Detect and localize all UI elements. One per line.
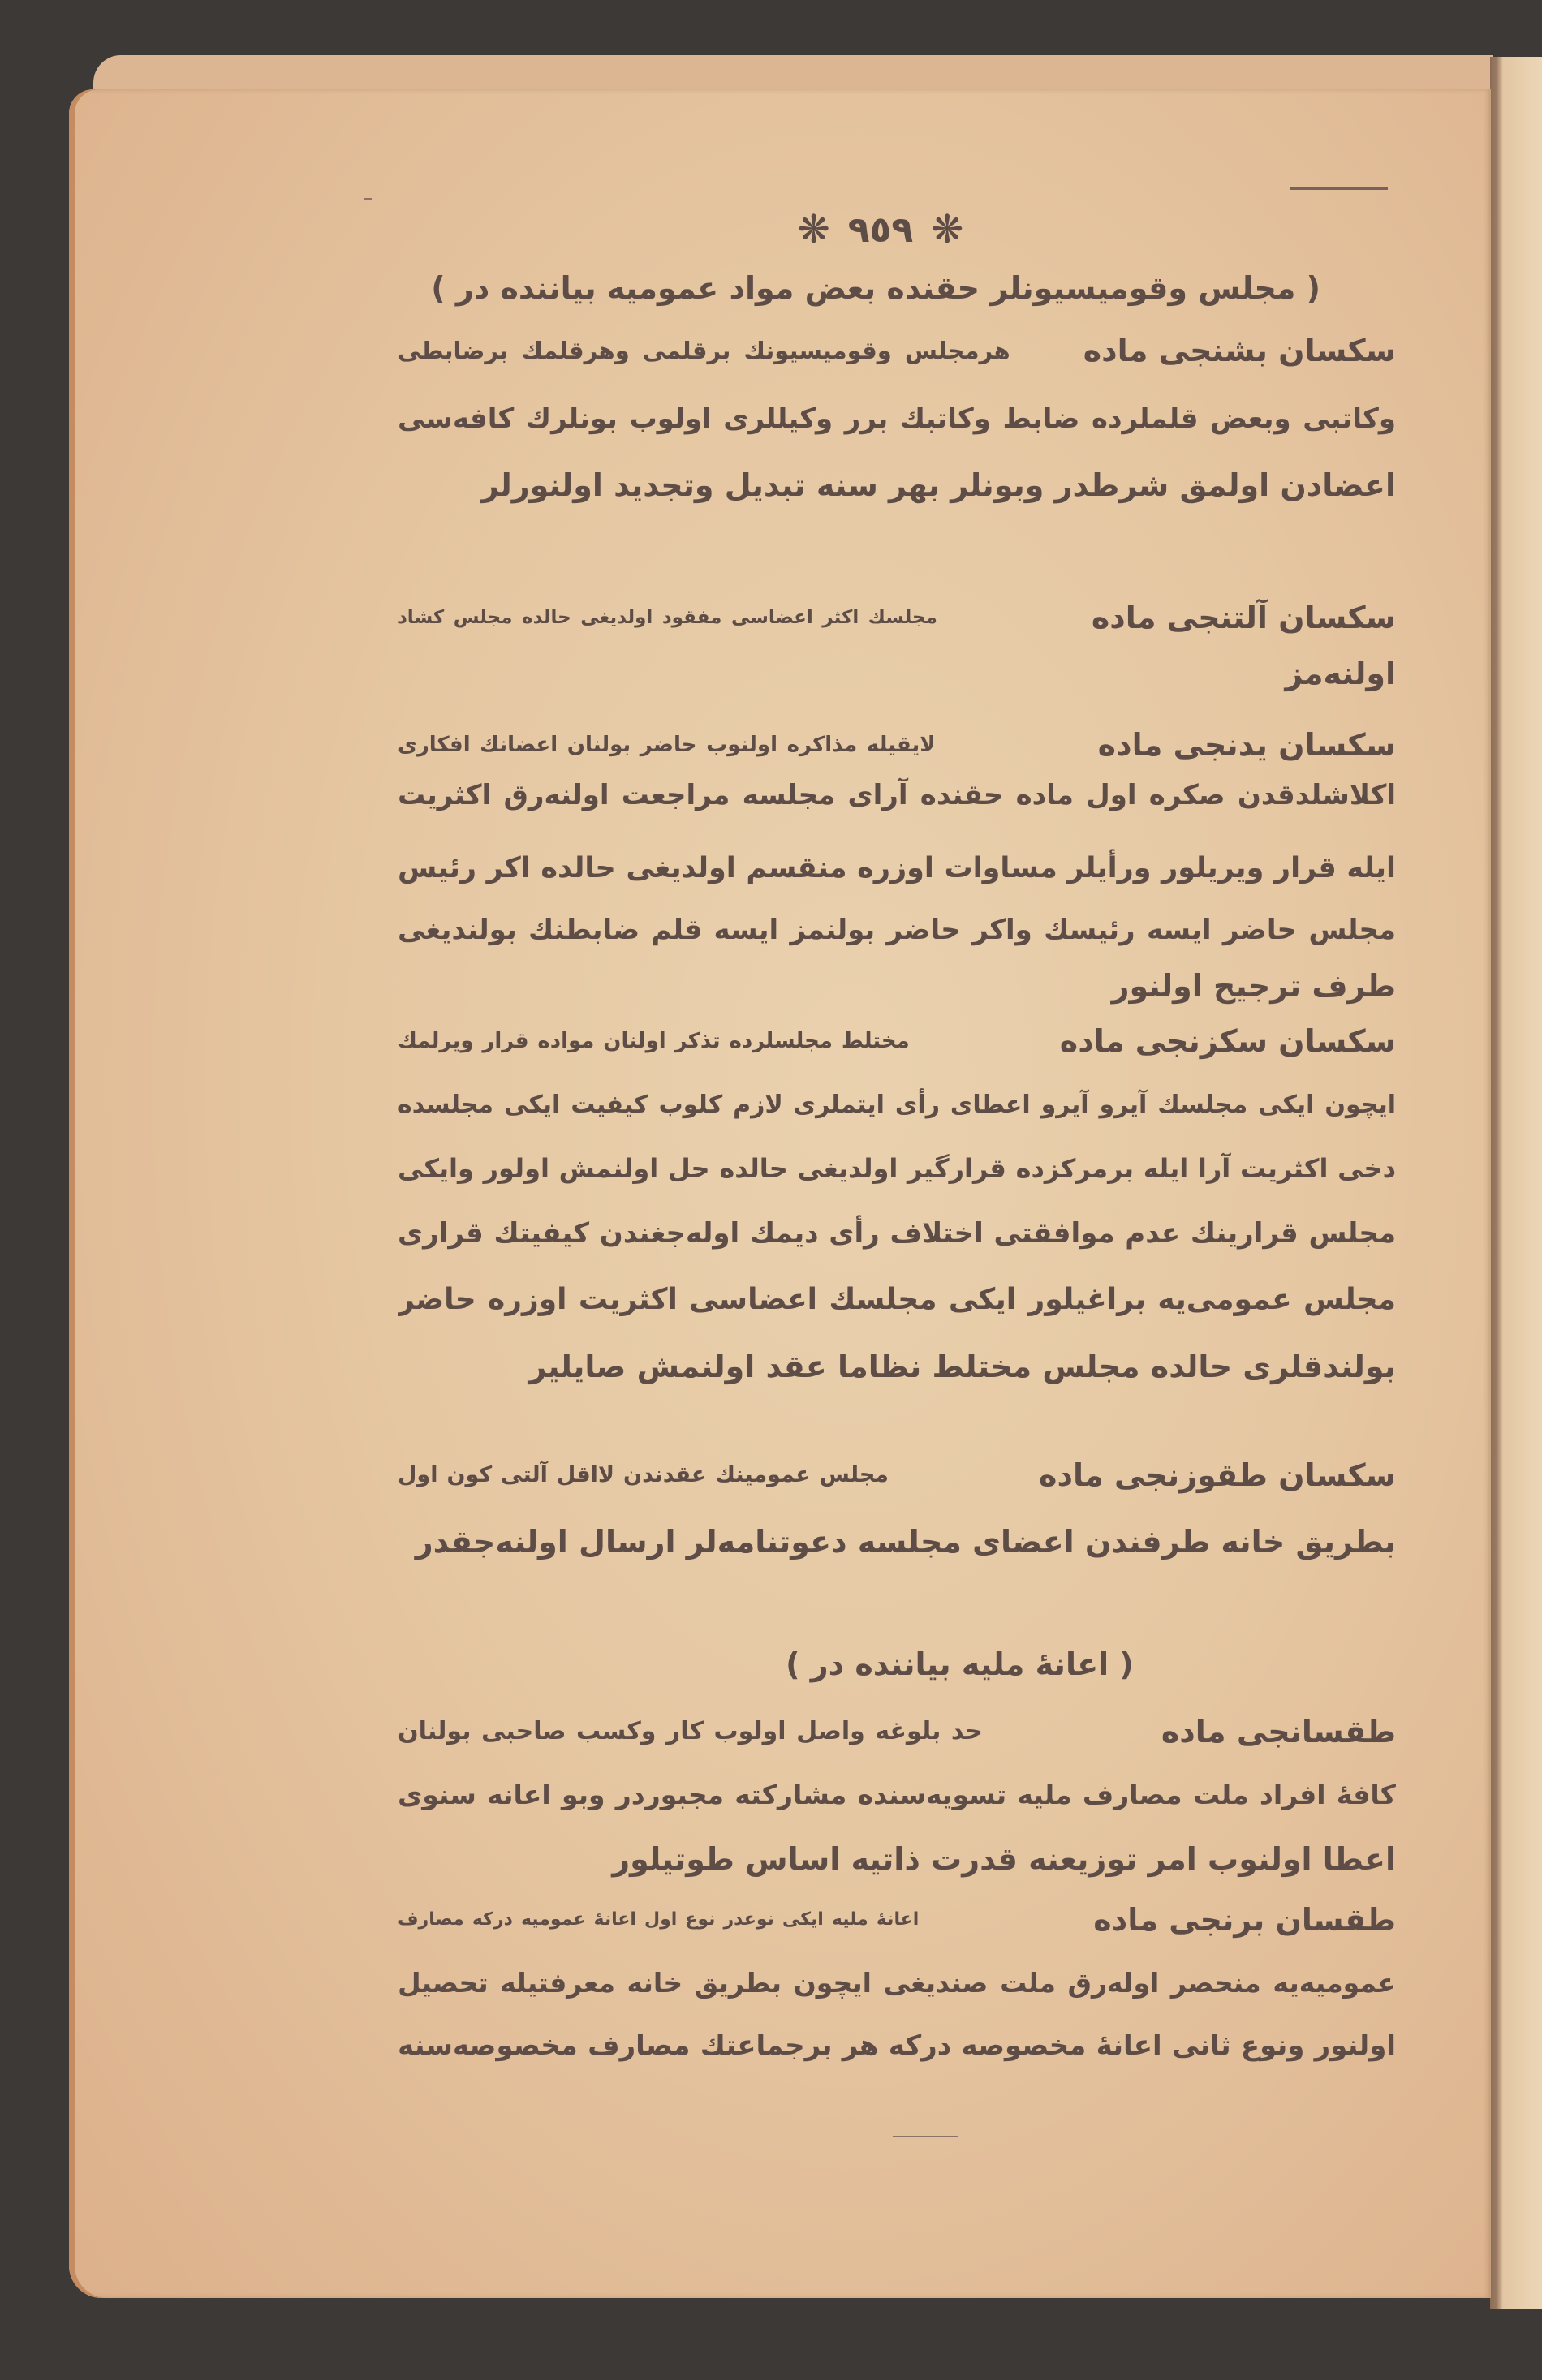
article-text-line: لایقیله مذاکره اولنوب حاضر بولنان اعضانك افکاری [398, 733, 936, 757]
article-text-line: مجلس عمومی‌یه براغیلور ایکی مجلسك اعضاسی اکثریت اوزره حاضر [398, 1283, 1396, 1316]
article-text-line: اولنور ونوع ثانی اعانهٔ مخصوصه درکه هر برجماعتك مصارف مخصوصه‌سنه [398, 2029, 1396, 2062]
article-text-line: مجلسك اکثر اعضاسی مفقود اولدیغی حالده مجلس کشاد [398, 607, 937, 628]
article-text-line: اکلاشلدقدن صکره اول ماده حقنده آرای مجلسه مراجعت اولنه‌رق اکثریت [398, 779, 1396, 811]
article-85 [398, 318, 1396, 383]
article-label: سکسان آلتنجی ماده [1091, 600, 1396, 635]
article-text-line: بولندقلری حالده مجلس مختلط نظاما عقد اولنمش صایلیر [528, 1349, 1396, 1384]
article-label: سکسان سکزنجی ماده [1059, 1023, 1396, 1059]
article-text-line: کافهٔ افراد ملت مصارف ملیه تسویه‌سنده مشارکته مجبوردر وبو اعانه سنوی [398, 1779, 1396, 1810]
article-89 [398, 1443, 1396, 1508]
article-86 [398, 585, 1396, 650]
article-91 [398, 1887, 1396, 1952]
article-88 [398, 1009, 1396, 1074]
article-text-line: مجلس عمومینك عقدندن لااقل آلتی کون اول [398, 1462, 889, 1487]
article-text-line: دخی اکثریت آرا ایله برمرکزده قرارگیر اولدیغی حالده حل اولنمش اولور وایکی [398, 1153, 1396, 1184]
article-text-line: مختلط مجلسلرده تذکر اولنان مواده قرار ویرلمك [398, 1029, 910, 1053]
article-text-line: مجلس قرارینك عدم موافقتی اختلاف رأی دیمك اوله‌جغندن کیفیتك قراری [398, 1217, 1396, 1250]
bottom-dash [893, 2136, 958, 2137]
article-text-line: مجلس حاضر ایسه رئیسك واکر حاضر بولنمز ایسه قلم ضابطنك بولندیغی [398, 914, 1396, 946]
article-text-line: بطریق خانه طرفندن اعضای مجلسه دعوتنامه‌لر ارسال اولنه‌جقدر [415, 1524, 1396, 1560]
top-right-rule [1290, 187, 1388, 190]
page-number: ٩٥٩ [847, 209, 914, 251]
star-crescent-ornament-right-icon: ❋ [931, 207, 964, 252]
article-text-line: اولنه‌مز [1285, 656, 1396, 691]
star-crescent-ornament-left-icon: ❋ [797, 207, 830, 252]
article-text-line: عمومیه‌یه منحصر اوله‌رق ملت صندیغی ایچون بطریق خانه معرفتیله تحصیل [398, 1967, 1396, 1999]
article-label: طقسانجی ماده [1161, 1714, 1396, 1749]
article-text-line: ایله قرار ویریلور ورأیلر مساوات اوزره منقسم اولدیغی حالده اکر رئیس [398, 852, 1396, 884]
article-text-line: هرمجلس وقومیسیونك برقلمی وهرقلمك برضابطی [398, 337, 1010, 364]
article-text-line: طرف ترجیح اولنور [1111, 968, 1396, 1004]
article-text-line: اعطا اولنوب امر توزیعنه قدرت ذاتیه اساس طوتیلور [612, 1841, 1396, 1877]
ink-speck [364, 198, 372, 200]
article-label: سکسان بشنجی ماده [1083, 333, 1396, 368]
article-text-line: حد بلوغه واصل اولوب کار وکسب صاحبی بولنان [398, 1717, 983, 1745]
article-text-line: ایچون ایکی مجلسك آیرو آیرو اعطای رأی ایتملری لازم کلوب کیفیت ایکی مجلسده [398, 1091, 1396, 1119]
article-label: سکسان طقوزنجی ماده [1039, 1457, 1396, 1493]
facing-page-edge [1490, 57, 1542, 2309]
article-label: سکسان یدنجی ماده [1097, 727, 1396, 763]
page-number-header [779, 203, 982, 256]
article-90 [398, 1699, 1396, 1764]
section-heading: ( مجلس وقومیسیونلر حقنده بعض مواد عمومیه بیاننده در ) [431, 270, 1320, 306]
article-text-line: اعانهٔ ملیه ایکی نوعدر نوع اول اعانهٔ عمومیه درکه مصارف [398, 1909, 920, 1930]
section-heading: ( اعانهٔ ملیه بیاننده در ) [786, 1646, 1134, 1682]
article-text-line: وکاتبی وبعض قلملرده ضابط وکاتبك برر وکیللری اولوب بونلرك کافه‌سی [398, 402, 1396, 435]
article-label: طقسان برنجی ماده [1093, 1902, 1396, 1938]
article-text-line: اعضادن اولمق شرطدر وبونلر بهر سنه تبدیل وتجدید اولنورلر [480, 467, 1396, 503]
